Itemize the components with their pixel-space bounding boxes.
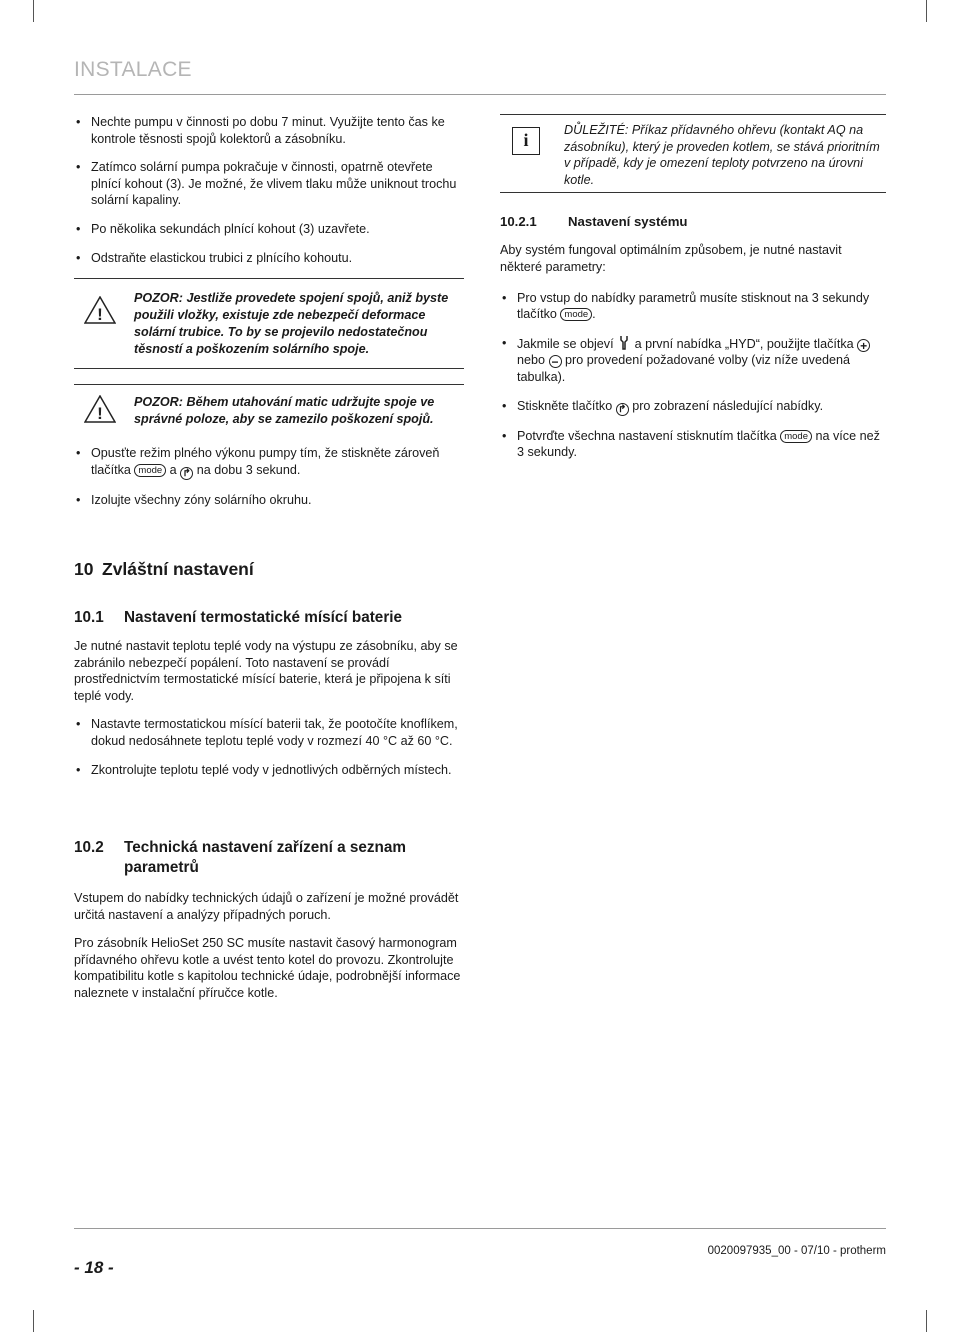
- subsection-heading: 10.2.1 Nastavení systému: [500, 214, 688, 230]
- warning-text: POZOR: Během utahování matic udržujte spoje ve správné poloze, aby se zamezilo poškození spojů.: [134, 395, 435, 427]
- list-item: • Odstraňte elastickou trubici z plnícího kohoutu.: [74, 250, 464, 267]
- step-list: [74, 114, 464, 266]
- footer-divider: [74, 1228, 886, 1229]
- mode-button-icon: mode: [780, 430, 812, 443]
- paragraph: Je nutné nastavit teplotu teplé vody na výstupu ze zásobníku, aby se zabránilo nebezpečí popálení. Toto nastavení se provádí prostřednictvím termostatické mísící baterie, která je připojena k síti teplé vody.: [74, 639, 458, 703]
- mode-button-icon: mode: [134, 464, 166, 477]
- subsection-heading: 10.2 Technická nastavení zařízení a seznam parametrů: [74, 839, 406, 876]
- reset-icon: ↱: [616, 403, 629, 416]
- paragraph: Pro zásobník HelioSet 250 SC musíte nastavit časový harmonogram přídavného ohřevu kotle a uvést tento kotel do provozu. Zkontrolujte kompatibilitu kotle s kapitolou technické údaje, podrobnější informace naleznete v instalační příručce kotle.: [74, 936, 461, 1000]
- header-divider: [74, 94, 886, 95]
- svg-text:!: !: [97, 404, 103, 424]
- step-list: [500, 290, 886, 461]
- list-item: • Izolujte všechny zóny solárního okruhu.: [74, 492, 464, 509]
- minus-icon: −: [549, 355, 562, 368]
- crop-mark: [926, 1310, 927, 1332]
- list-item: • Po několika sekundách plnící kohout (3) uzavřete.: [74, 221, 464, 238]
- crop-mark: [33, 1310, 34, 1332]
- list-item: • Jakmile se objeví a první nabídka „HYD“, použijte tlačítka + nebo − pro provedení požadované volby (viz níže uvedená tabulka).: [500, 335, 886, 386]
- warning-icon: [84, 395, 116, 423]
- list-item: • Stiskněte tlačítko ↱ pro zobrazení následující nabídky.: [500, 398, 886, 416]
- left-column: [74, 114, 464, 508]
- plus-icon: +: [857, 339, 870, 352]
- crop-mark: [926, 0, 927, 22]
- warning-box: [74, 278, 464, 369]
- crop-mark: [33, 0, 34, 22]
- list-item: • Zkontrolujte teplotu teplé vody v jednotlivých odběrných místech.: [74, 762, 464, 779]
- warning-text: POZOR: Jestliže provedete spojení spojů, aniž byste použili vložky, existuje zde nebezpečí deformace solární trubice. To by se projevilo nedostatečnou těsností a poškozením solárního spoje.: [134, 291, 449, 357]
- step-list: [74, 445, 464, 508]
- paragraph: Aby systém fungoval optimálním způsobem, je nutné nastavit některé parametry:: [500, 243, 842, 274]
- mode-button-icon: mode: [560, 308, 592, 321]
- right-column: [500, 114, 886, 461]
- list-item: • Zatímco solární pumpa pokračuje v činnosti, opatrně otevřete plnící kohout (3). Je možné, že vlivem tlaku může uniknout trochu solární kapaliny.: [74, 159, 464, 209]
- info-box: [500, 114, 886, 193]
- svg-text:!: !: [97, 305, 103, 325]
- document-code: 0020097935_00 - 07/10 - protherm: [707, 1245, 886, 1257]
- page-header-title: INSTALACE: [74, 58, 192, 81]
- wrench-icon: [619, 335, 629, 350]
- section-10-1: [74, 608, 464, 778]
- list-item: • Potvrďte všechna nastavení stisknutím tlačítka mode na více než 3 sekundy.: [500, 428, 886, 461]
- warning-icon: [84, 296, 116, 324]
- list-item: • Pro vstup do nabídky parametrů musíte stisknout na 3 sekundy tlačítko mode .: [500, 290, 886, 323]
- list-item: • Opusťte režim plného výkonu pumpy tím, že stiskněte zároveň tlačítka mode a ↱ na dobu 3 sekund.: [74, 445, 464, 480]
- step-list: [74, 716, 464, 778]
- section-heading: 10 Zvláštní nastavení: [74, 559, 254, 579]
- paragraph: Vstupem do nabídky technických údajů o zařízení je možné provádět určitá nastavení a analýzy případných poruch.: [74, 891, 459, 922]
- section-10-2: [74, 838, 464, 1002]
- info-text: DŮLEŽITÉ: Příkaz přídavného ohřevu (kontakt AQ na zásobníku), který je proveden kotlem, se stává prioritním v případě, kdy je omezení teploty potvrzeno na úrovni kotle.: [564, 123, 880, 187]
- info-icon: i: [512, 127, 540, 155]
- reset-icon: ↱: [180, 467, 193, 480]
- page-number: - 18 -: [74, 1258, 114, 1277]
- list-item: • Nechte pumpu v činnosti po dobu 7 minut. Využijte tento čas ke kontrole těsnosti spojů kolektorů a zásobníku.: [74, 114, 464, 147]
- warning-box: [74, 384, 464, 430]
- list-item: • Nastavte termostatickou mísící baterii tak, že pootočíte knoflíkem, dokud nedosáhnete teplotu teplé vody v rozmezí 40 °C až 60 °C.: [74, 716, 464, 749]
- subsection-heading: 10.1 Nastavení termostatické mísící baterie: [74, 609, 403, 626]
